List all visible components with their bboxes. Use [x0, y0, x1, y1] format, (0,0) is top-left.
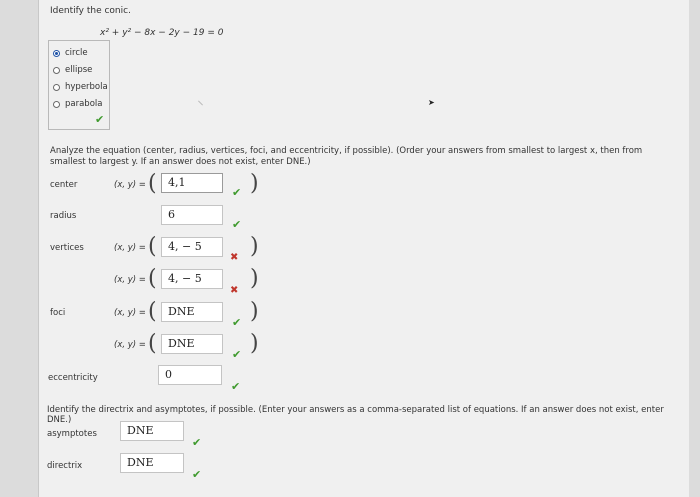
cross-icon: ✖	[230, 285, 239, 296]
question-title: Identify the conic.	[50, 6, 131, 16]
check-icon: ✔	[232, 316, 242, 329]
radio-icon[interactable]	[53, 84, 60, 91]
check-icon: ✔	[232, 186, 242, 199]
check-icon: ✔	[232, 218, 242, 231]
focus-2-input[interactable]: DNE	[161, 334, 223, 354]
option-ellipse[interactable]	[53, 65, 92, 75]
vertices-label: vertices	[50, 243, 84, 253]
xy-label: (x, y) =	[114, 243, 146, 253]
open-paren: (	[148, 171, 157, 196]
radio-selected-icon[interactable]	[53, 50, 60, 57]
radius-input[interactable]: 6	[161, 205, 223, 225]
check-icon: ✔	[95, 113, 105, 126]
xy-label: (x, y) =	[114, 180, 146, 190]
open-paren: (	[148, 266, 157, 291]
radio-icon[interactable]	[53, 67, 60, 74]
option-circle[interactable]	[53, 48, 88, 58]
option-label: circle	[65, 48, 88, 58]
xy-label: (x, y) =	[114, 308, 146, 318]
check-icon: ✔	[232, 348, 242, 361]
close-paren: )	[250, 234, 259, 259]
vertex-2-input[interactable]: 4, − 5	[161, 269, 223, 289]
focus-1-input[interactable]: DNE	[161, 302, 223, 322]
radio-icon[interactable]	[53, 101, 60, 108]
open-paren: (	[148, 299, 157, 324]
radius-label: radius	[50, 211, 77, 221]
asymptotes-input[interactable]: DNE	[120, 421, 184, 441]
vertex-1-input[interactable]: 4, − 5	[161, 237, 223, 257]
asymptotes-label: asymptotes	[47, 429, 97, 439]
option-label: ellipse	[65, 65, 93, 75]
analyze-instructions: Analyze the equation (center, radius, vertices, foci, and eccentricity, if possible). (Order your answers from smallest to largest x, then from smallest to largest y. If an answer does not exist, enter DNE.)	[50, 146, 643, 167]
option-label: parabola	[65, 99, 103, 109]
mouse-cursor-icon: ➤	[428, 98, 435, 107]
conic-equation: x² + y² − 8x − 2y − 19 = 0	[100, 28, 224, 38]
xy-label: (x, y) =	[114, 340, 146, 350]
open-paren: (	[148, 331, 157, 356]
directrix-label: directrix	[47, 461, 83, 471]
check-icon: ✔	[192, 436, 202, 449]
option-label: hyperbola	[65, 82, 108, 92]
directrix-instructions: Identify the directrix and asymptotes, if possible. (Enter your answers as a comma-separated list of equations. If an answer does not exist, enter DNE.)	[47, 405, 664, 425]
eccentricity-input[interactable]: 0	[158, 365, 222, 385]
directrix-input[interactable]: DNE	[120, 453, 184, 473]
cross-icon: ✖	[230, 252, 239, 263]
check-icon: ✔	[192, 468, 202, 481]
eccentricity-label: eccentricity	[48, 373, 98, 383]
foci-label: foci	[50, 308, 66, 318]
option-hyperbola[interactable]	[53, 82, 108, 92]
center-label: center	[50, 180, 78, 190]
check-icon: ✔	[231, 380, 241, 393]
xy-label: (x, y) =	[114, 275, 146, 285]
close-paren: )	[250, 266, 259, 291]
close-paren: )	[250, 331, 259, 356]
option-parabola[interactable]	[53, 99, 102, 109]
answer-options	[48, 40, 110, 130]
center-input[interactable]: 4,1	[161, 173, 223, 193]
close-paren: )	[250, 299, 259, 324]
open-paren: (	[148, 234, 157, 259]
close-paren: )	[250, 171, 259, 196]
